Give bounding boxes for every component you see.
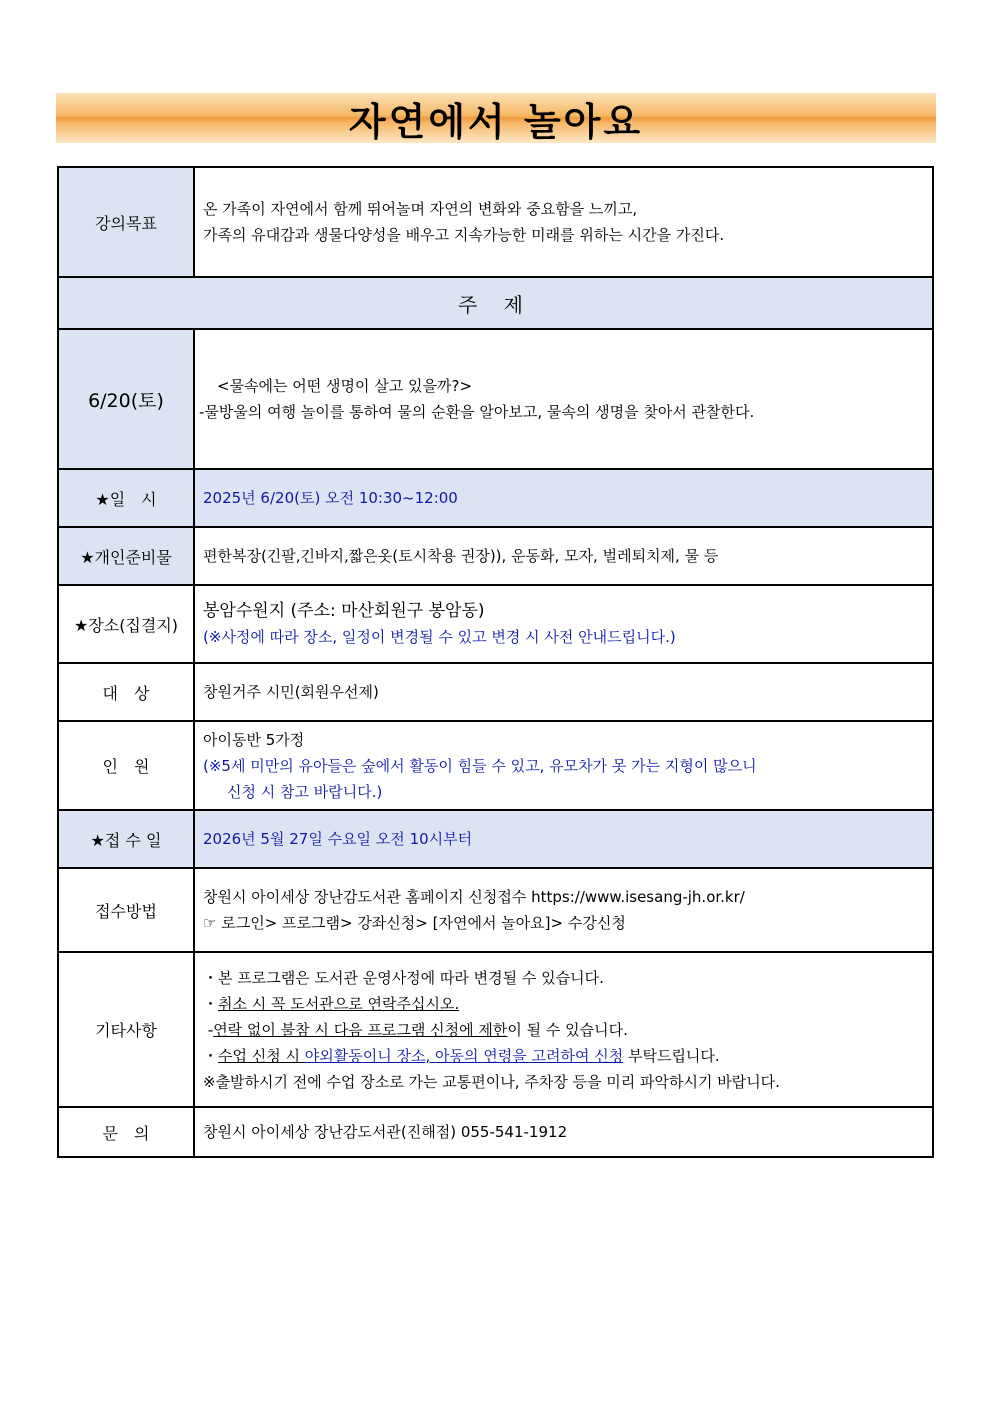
etc-line-4-a: 수업 신청 시 [218,1046,305,1065]
etc-line-3 [203,1017,924,1043]
goal-row [58,167,933,277]
session-subtitle: <물속에는 어떤 생명이 살고 있을까?> [217,377,473,395]
prep-value: 편한복장(긴팔,긴바지,짧은옷(토시착용 권장)), 운동화, 모자, 벌레퇴치제, 물 등 [194,527,933,585]
etc-line-2-text: 취소 시 꼭 도서관으로 연락주십시오. [218,994,460,1013]
place-content [194,585,933,663]
etc-label: 기타사항 [58,952,194,1107]
target-value: 창원거주 시민(회원우선제) [194,663,933,721]
target-label: 대 상 [58,663,194,721]
etc-line-2 [203,991,924,1017]
etc-line-4-c: 부탁드립니다. [623,1046,720,1065]
title-banner [56,93,936,143]
contact-row [58,1107,933,1157]
receipt-label: ★접 수 일 [58,810,194,868]
goal-line-2: 가족의 유대감과 생물다양성을 배우고 지속가능한 미래를 위하는 시간을 가진다. [203,226,725,244]
session-description: -물방울의 여행 놀이를 통하여 물의 순환을 알아보고, 물속의 생명을 찾아서 관찰한다. [199,403,755,421]
receipt-value: 2026년 5월 27일 수요일 오전 10시부터 [194,810,933,868]
count-row [58,721,933,810]
etc-line-3-prefix: - [203,1020,214,1039]
contact-label: 문 의 [58,1107,194,1157]
goal-line-1: 온 가족이 자연에서 함께 뛰어놀며 자연의 변화와 중요함을 느끼고, [203,200,638,218]
etc-line-1: ・본 프로그램은 도서관 운영사정에 따라 변경될 수 있습니다. [203,968,604,987]
count-label: 인 원 [58,721,194,810]
method-line-2: ☞ 로그인> 프로그램> 강좌신청> [자연에서 놀아요]> 수강신청 [203,914,626,932]
etc-bullet-2: ・ [203,1046,219,1065]
page-title: 자연에서 놀아요 [348,99,644,144]
place-value: 봉암수원지 (주소: 마산회원구 봉암동) [203,601,485,621]
prep-row [58,527,933,585]
etc-content [194,952,933,1107]
method-row [58,868,933,952]
schedule-label: ★일 시 [58,469,194,527]
etc-bullet: ・ [203,994,219,1013]
contact-value: 창원시 아이세상 장난감도서관(진해점) 055-541-1912 [194,1107,933,1157]
method-line-1: 창원시 아이세상 장난감도서관 홈페이지 신청접수 https://www.isesang-jh.or.kr/ [203,888,745,906]
session-date-label: 6/20(토) [58,329,194,469]
receipt-row [58,810,933,868]
etc-line-3-underlined: 연락 없이 불참 시 다음 프로그램 신청에 제한 [213,1020,508,1039]
schedule-value: 2025년 6/20(토) 오전 10:30~12:00 [194,469,933,527]
count-content [194,721,933,810]
etc-row [58,952,933,1107]
count-note-1: (※5세 미만의 유아들은 숲에서 활동이 힘들 수 있고, 유모차가 못 가는 지형이 많으니 [203,756,757,775]
session-content [194,329,933,469]
place-label: ★장소(집결지) [58,585,194,663]
count-note-2: 신청 시 참고 바랍니다.) [227,782,383,801]
session-row [58,329,933,469]
theme-header-row [58,277,933,329]
place-note: (※사정에 따라 장소, 일정이 변경될 수 있고 변경 시 사전 안내드립니다.) [203,628,676,646]
etc-line-4-b: 야외활동이니 장소, 아동의 연령을 고려하여 신청 [304,1046,624,1065]
count-value: 아이동반 5가정 [203,730,305,749]
etc-line-4 [203,1043,924,1069]
method-label: 접수방법 [58,868,194,952]
prep-label: ★개인준비물 [58,527,194,585]
etc-line-5: ※출발하시기 전에 수업 장소로 가는 교통편이나, 주차장 등을 미리 파악하시기 바랍니다. [203,1072,780,1091]
target-row [58,663,933,721]
program-info-table [57,166,934,1158]
method-content [194,868,933,952]
goal-value [194,167,933,277]
etc-line-3-suffix: 이 될 수 있습니다. [507,1020,628,1039]
place-row [58,585,933,663]
theme-header: 주 제 [58,277,933,329]
goal-label: 강의목표 [58,167,194,277]
schedule-row [58,469,933,527]
